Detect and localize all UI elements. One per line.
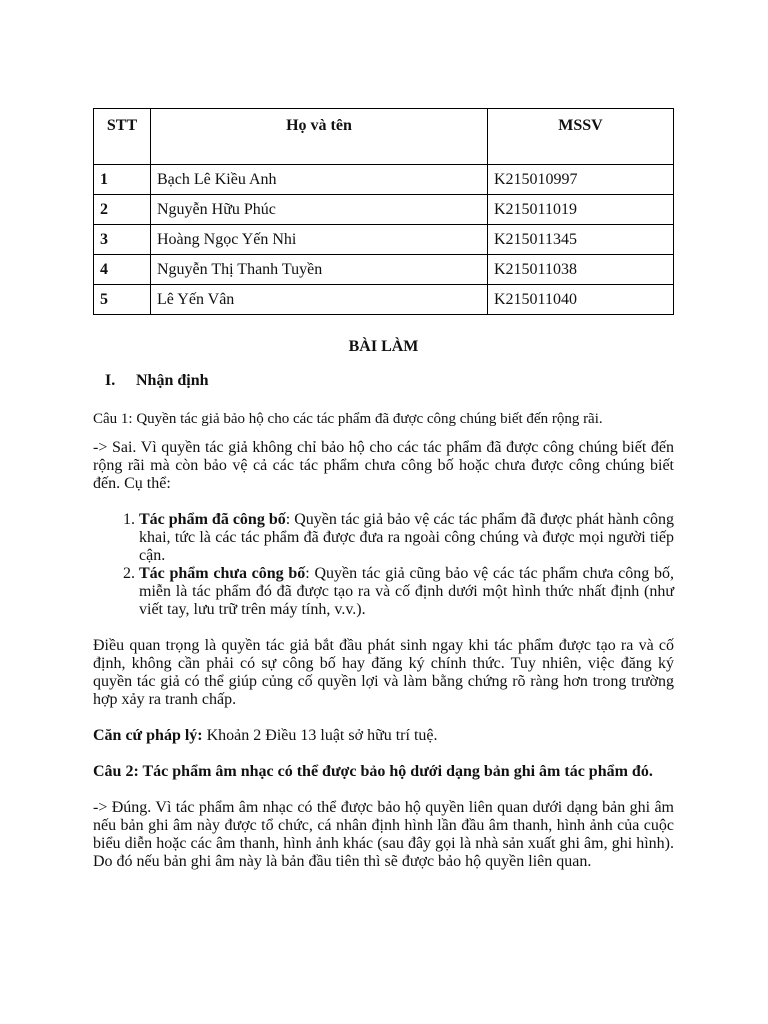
row-mssv: K215011040 <box>488 285 674 315</box>
row-mssv: K215011345 <box>488 225 674 255</box>
table-row <box>94 165 674 195</box>
row-stt: 1 <box>94 165 151 195</box>
row-name: Hoàng Ngọc Yến Nhi <box>151 225 488 255</box>
list-item-term: Tác phẩm đã công bố <box>139 511 286 528</box>
list-item <box>139 511 674 565</box>
row-stt: 5 <box>94 285 151 315</box>
row-mssv: K215011038 <box>488 255 674 285</box>
legal-basis <box>93 727 674 745</box>
question-2: Câu 2: Tác phẩm âm nhạc có thể được bảo hộ dưới dạng bản ghi âm tác phẩm đó. <box>93 763 653 780</box>
page-heading: BÀI LÀM <box>348 338 419 355</box>
table-row <box>94 255 674 285</box>
legal-basis-label: Căn cứ pháp lý: <box>93 727 203 744</box>
document-body <box>93 338 674 889</box>
section-number: I. <box>105 372 116 389</box>
row-name: Nguyễn Thị Thanh Tuyền <box>151 255 488 285</box>
answer-2: -> Đúng. Vì tác phẩm âm nhạc có thể được bảo hộ quyền liên quan dưới dạng bản ghi âm nếu bản ghi âm này được tổ chức, cá nhân định hình lần đầu âm thanh, hình ảnh của cuộc biểu diễn hoặc các âm thanh, hình ảnh khác (sau đây gọi là nhà sản xuất ghi âm, ghi hình). Do đó nếu bản ghi âm này là bản đầu tiên thì sẽ được bảo hộ quyền liên quan. <box>93 799 674 870</box>
list-item <box>139 565 674 619</box>
row-stt: 2 <box>94 195 151 225</box>
list-item-text: : Quyền tác giả cũng bảo vệ các tác phẩm chưa công bố, miễn là tác phẩm đó đã được tạo ra và cố định dưới một hình thức nhất định (như viết tay, lưu trữ trên máy tính, v.v.). <box>139 565 674 618</box>
section-title: Nhận định <box>136 372 209 389</box>
row-mssv: K215011019 <box>488 195 674 225</box>
header-mssv: MSSV <box>488 109 674 165</box>
row-name: Lê Yến Vân <box>151 285 488 315</box>
answer-1: -> Sai. Vì quyền tác giả không chỉ bảo hộ cho các tác phẩm đã được công chúng biết đến rộng rãi mà còn bảo vệ cả các tác phẩm chưa công bố hoặc chưa được công chúng biết đến. Cụ thể: <box>93 439 674 492</box>
row-name: Bạch Lê Kiều Anh <box>151 165 488 195</box>
header-stt: STT <box>94 109 151 165</box>
answer-1-note: Điều quan trọng là quyền tác giả bắt đầu phát sinh ngay khi tác phẩm được tạo ra và cố định, không cần phải có sự công bố hay đăng ký chính thức. Tuy nhiên, việc đăng ký quyền tác giả có thể giúp củng cố quyền lợi và làm bằng chứng rõ ràng hơn trong trường hợp xảy ra tranh chấp. <box>93 637 674 708</box>
student-table <box>93 108 674 315</box>
table-header-row <box>94 109 674 165</box>
row-stt: 4 <box>94 255 151 285</box>
list-item-text: : Quyền tác giả bảo vệ các tác phẩm đã được phát hành công khai, tức là các tác phẩm đã được đưa ra ngoài công chúng và được mọi người tiếp cận. <box>139 511 674 564</box>
row-stt: 3 <box>94 225 151 255</box>
answer-1-list <box>93 511 674 619</box>
section-heading <box>93 372 674 390</box>
table-row <box>94 225 674 255</box>
row-name: Nguyễn Hữu Phúc <box>151 195 488 225</box>
header-name: Họ và tên <box>151 109 488 165</box>
table-row <box>94 195 674 225</box>
legal-basis-text: Khoản 2 Điều 13 luật sở hữu trí tuệ. <box>202 727 438 744</box>
list-item-term: Tác phẩm chưa công bố <box>139 565 306 582</box>
table-row <box>94 285 674 315</box>
row-mssv: K215010997 <box>488 165 674 195</box>
question-1: Câu 1: Quyền tác giả bảo hộ cho các tác phẩm đã được công chúng biết đến rộng rãi. <box>93 411 603 427</box>
